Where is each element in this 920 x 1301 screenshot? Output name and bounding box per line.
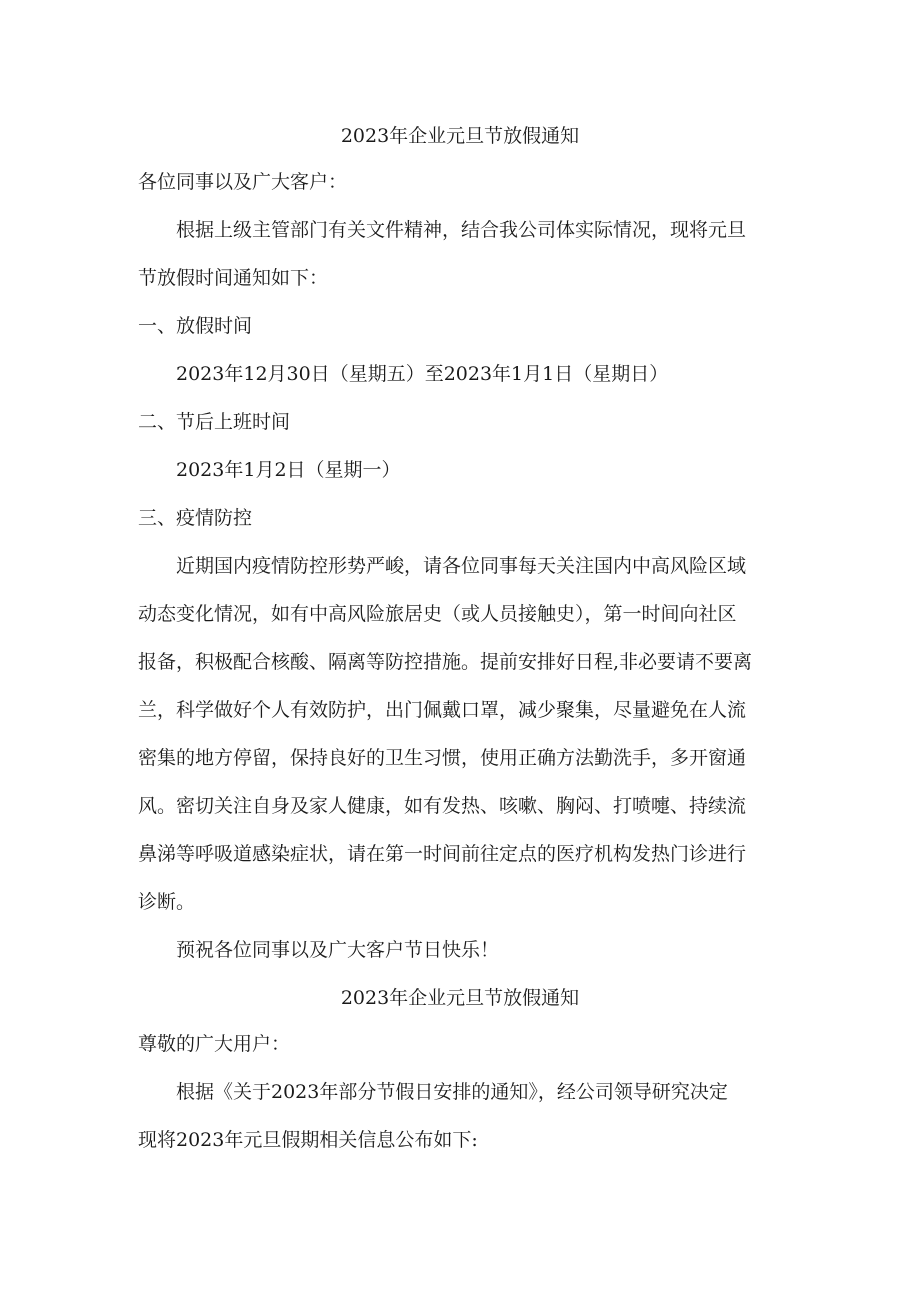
section2-body: 2023年1月2日（星期一）	[176, 459, 401, 481]
section3-line: 近期国内疫情防控形势严峻，请各位同事每天关注国内中高风险区域	[176, 555, 747, 577]
section3-heading: 三、疫情防控	[138, 507, 253, 529]
spacer	[138, 148, 790, 158]
notice1-intro-line2: 节放假时间通知如下：	[138, 267, 329, 289]
notice2-intro-line1: 根据《关于2023年部分节假日安排的通知》，经公司领导研究决定	[176, 1081, 728, 1103]
section3-line: 密集的地方停留，保持良好的卫生习惯，使用正确方法勤洗手，多开窗通	[138, 747, 747, 769]
notice2-title: 2023年企业元旦节放假通知	[340, 987, 580, 1009]
notice2-salutation: 尊敬的广大用户：	[138, 1033, 291, 1055]
section1-heading: 一、放假时间	[138, 315, 253, 337]
notice1-salutation: 各位同事以及广大客户：	[138, 171, 348, 193]
section1-body: 2023年12月30日（星期五）至2023年1月1日（星期日）	[176, 363, 669, 385]
section3-line: 风。密切关注自身及家人健康，如有发热、咳嗽、胸闷、打喷嚏、持续流	[138, 795, 747, 817]
section3-line: 报备，积极配合核酸、隔离等防控措施。提前安排好日程,非必要请不要离	[138, 651, 753, 673]
section3-line: 动态变化情况，如有中高风险旅居史（或人员接触史），第一时间向社区	[138, 603, 737, 625]
notice1-title: 2023年企业元旦节放假通知	[340, 125, 580, 147]
notice1-closing: 预祝各位同事以及广大客户节日快乐！	[176, 939, 500, 961]
spacer	[138, 1010, 790, 1020]
notice1-intro-line1: 根据上级主管部门有关文件精神，结合我公司体实际情况，现将元旦	[176, 219, 747, 241]
section3-line: 诊断。	[138, 891, 196, 913]
notice2-intro-line2: 现将2023年元旦假期相关信息公布如下:	[138, 1129, 478, 1151]
spacer	[138, 974, 790, 986]
section2-heading: 二、节后上班时间	[138, 411, 291, 433]
section3-line: 兰，科学做好个人有效防护，出门佩戴口罩，减少聚集，尽量避免在人流	[138, 699, 747, 721]
section3-line: 鼻涕等呼吸道感染症状，请在第一时间前往定点的医疗机构发热门诊进行	[138, 843, 747, 865]
